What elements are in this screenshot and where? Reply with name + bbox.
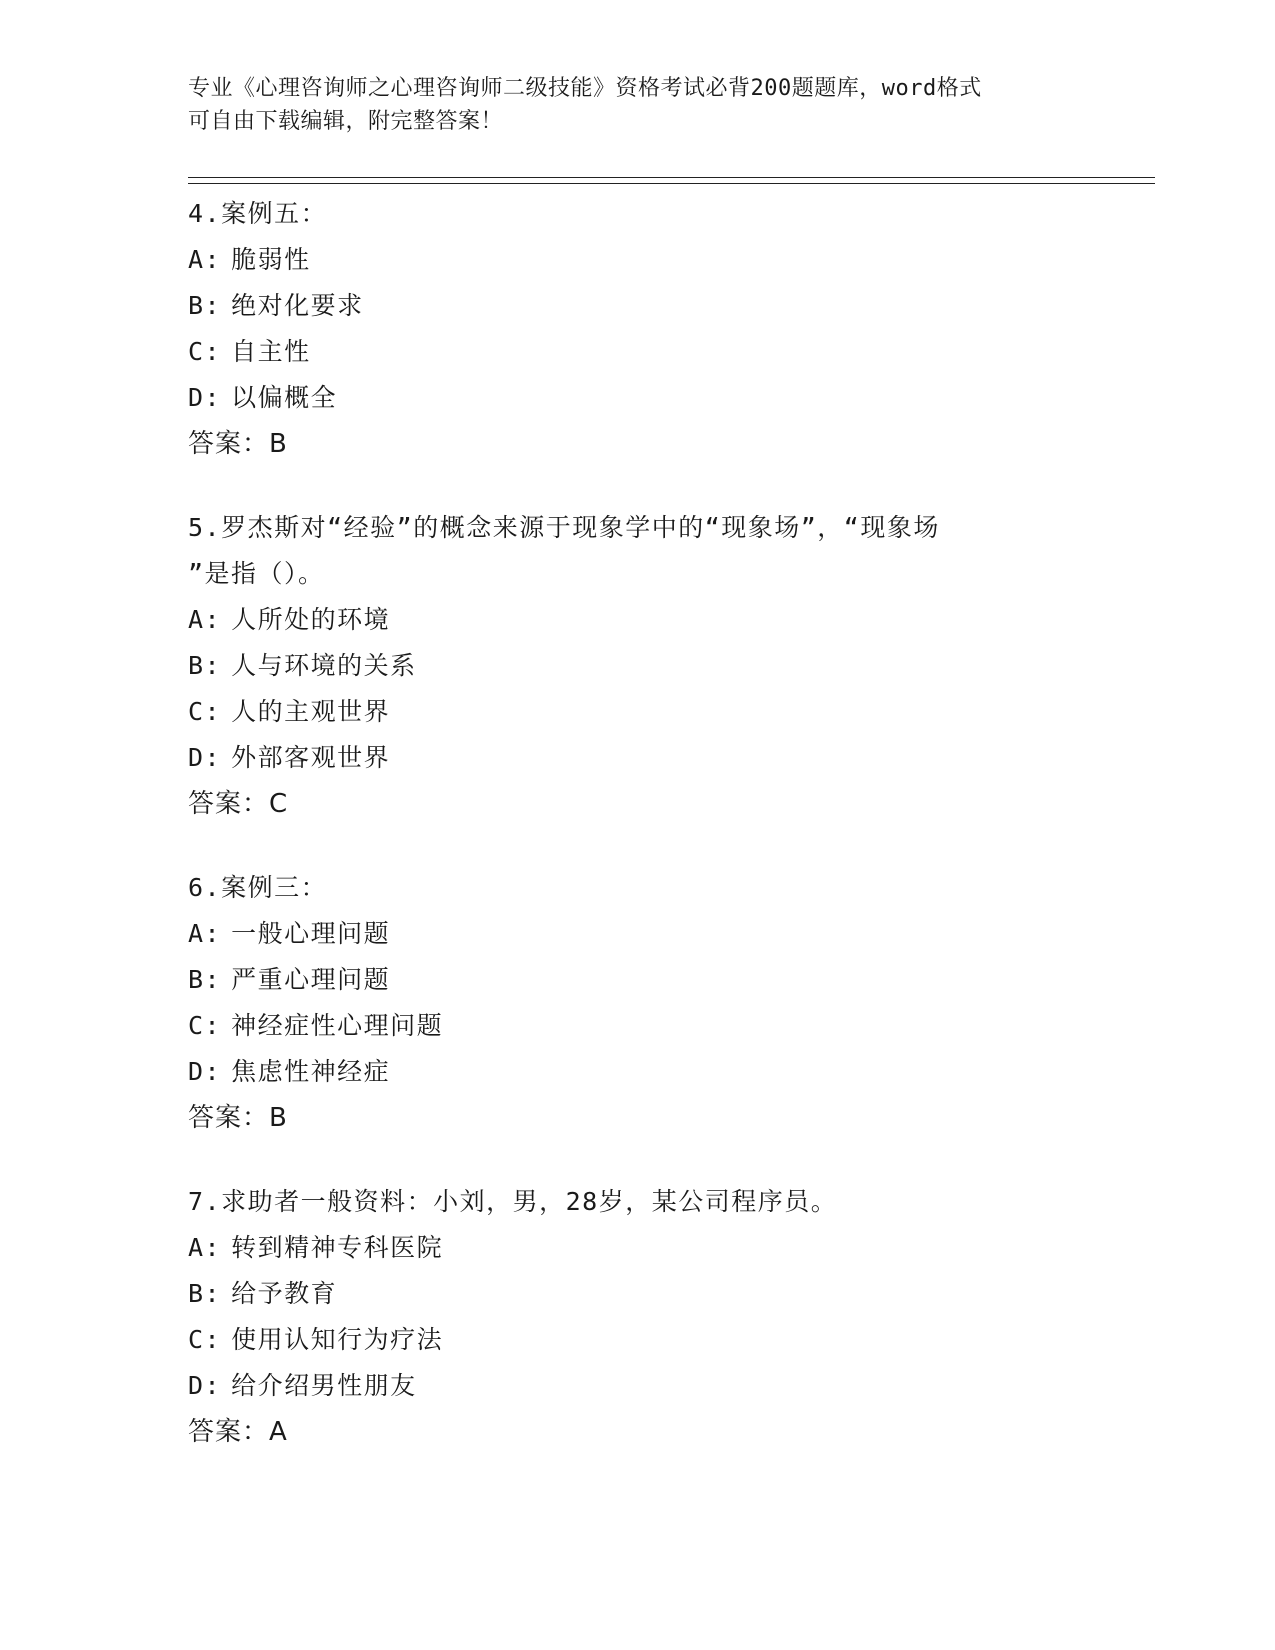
header-line-2: 可自由下载编辑，附完整答案！ [188, 109, 504, 134]
question-stem: 4.案例五： [188, 199, 328, 228]
option-key: A: [188, 919, 222, 948]
option-key: D: [188, 1057, 222, 1086]
option-text: 以偏概全 [231, 383, 338, 412]
answer-line: 答案：C [188, 789, 289, 819]
option-text: 严重心理问题 [231, 965, 391, 994]
option-text: 绝对化要求 [231, 291, 364, 320]
header-line-1: 专业《心理咨询师之心理咨询师二级技能》资格考试必背200题题库，word格式 [188, 76, 982, 101]
option-c [188, 329, 1188, 375]
question-6 [188, 865, 1188, 1141]
option-a [188, 911, 1188, 957]
option-text: 人所处的环境 [231, 605, 391, 634]
option-b [188, 643, 1188, 689]
option-a [188, 1225, 1188, 1271]
option-text: 转到精神专科医院 [231, 1233, 444, 1262]
question-7 [188, 1179, 1188, 1455]
option-text: 人的主观世界 [231, 697, 391, 726]
option-d [188, 1363, 1188, 1409]
option-key: A: [188, 245, 222, 274]
option-key: C: [188, 1325, 222, 1354]
answer-line: 答案：A [188, 1417, 288, 1447]
answer-line: 答案：B [188, 1103, 288, 1133]
option-text: 外部客观世界 [231, 743, 391, 772]
option-c [188, 1003, 1188, 1049]
document-header [188, 72, 1088, 138]
option-key: D: [188, 383, 222, 412]
question-stem: 7.求助者一般资料：小刘，男，28岁，某公司程序员。 [188, 1187, 838, 1216]
option-key: D: [188, 1371, 222, 1400]
question-list [188, 191, 1188, 1493]
option-text: 给介绍男性朋友 [231, 1371, 417, 1400]
option-key: B: [188, 651, 222, 680]
option-key: B: [188, 1279, 222, 1308]
option-key: C: [188, 1011, 222, 1040]
option-text: 脆弱性 [231, 245, 311, 274]
header-divider-top [188, 177, 1155, 178]
option-d [188, 375, 1188, 421]
question-stem: 6.案例三： [188, 873, 328, 902]
header-divider-bottom [188, 183, 1155, 184]
option-c [188, 1317, 1188, 1363]
option-b [188, 1271, 1188, 1317]
option-b [188, 957, 1188, 1003]
option-a [188, 597, 1188, 643]
option-text: 使用认知行为疗法 [231, 1325, 444, 1354]
option-text: 自主性 [231, 337, 311, 366]
option-key: A: [188, 1233, 222, 1262]
option-text: 给予教育 [231, 1279, 338, 1308]
option-key: D: [188, 743, 222, 772]
option-d [188, 1049, 1188, 1095]
option-b [188, 283, 1188, 329]
question-5 [188, 505, 1188, 827]
option-text: 焦虑性神经症 [231, 1057, 391, 1086]
question-stem-continued: ”是指（）。 [188, 559, 325, 588]
option-c [188, 689, 1188, 735]
option-text: 人与环境的关系 [231, 651, 417, 680]
option-key: A: [188, 605, 222, 634]
option-text: 神经症性心理问题 [231, 1011, 444, 1040]
option-key: B: [188, 965, 222, 994]
option-key: C: [188, 697, 222, 726]
question-stem: 5.罗杰斯对“经验”的概念来源于现象学中的“现象场”，“现象场 [188, 513, 940, 542]
option-key: C: [188, 337, 222, 366]
option-a [188, 237, 1188, 283]
question-4 [188, 191, 1188, 467]
option-key: B: [188, 291, 222, 320]
option-text: 一般心理问题 [231, 919, 391, 948]
answer-line: 答案：B [188, 429, 288, 459]
option-d [188, 735, 1188, 781]
